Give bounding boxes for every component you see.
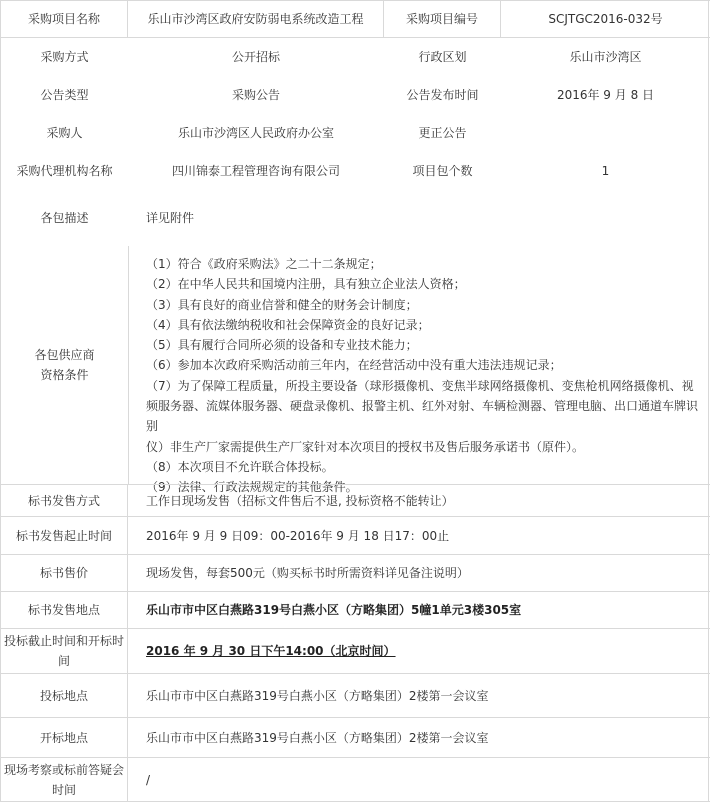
value-sale-period: 2016年 9 月 9 日09：00-2016年 9 月 18 日17：00止 — [128, 516, 710, 554]
label-site-visit-line2: 时间 — [51, 782, 76, 797]
label-region: 行政区划 — [418, 50, 467, 64]
row-notice-type — [1, 76, 710, 114]
row-sale-location — [1, 591, 710, 628]
label-buyer: 采购人 — [46, 126, 83, 140]
row-sale-method — [1, 484, 710, 516]
row-open-location — [1, 717, 710, 757]
row-package-desc — [1, 190, 710, 246]
value-deadline-text: 2016 年 9 月 30 日下午14:00（北京时间） — [146, 644, 396, 658]
row-price — [1, 554, 710, 591]
label-agency: 采购代理机构名称 — [16, 164, 113, 178]
value-region: 乐山市沙湾区 — [569, 50, 642, 64]
label-open-location: 开标地点 — [1, 717, 128, 757]
value-package-count: 1 — [601, 164, 610, 178]
label-site-visit-line1: 现场考察或标前答疑会 — [3, 762, 124, 777]
qualification-item: 仪）非生产厂家需提供生产厂家针对本次项目的授权书及售后服务承诺书（原件）。 — [146, 439, 585, 454]
qualification-item: （2）在中华人民共和国境内注册，具有独立企业法人资格； — [146, 277, 466, 292]
qualification-item: （1）符合《政府采购法》之二十二条规定； — [146, 257, 382, 271]
qualification-item: （9）法律、行政法规规定的其他条件。 — [146, 480, 358, 495]
row-deadline — [1, 628, 710, 673]
qualification-item: （4）具有依法缴纳税收和社会保障资金的良好记录； — [146, 317, 430, 332]
qualifications-list — [146, 254, 706, 498]
value-publish-time: 2016年 9 月 8 日 — [556, 88, 655, 102]
qualification-item: （3）具有良好的商业信誉和健全的财务会计制度； — [146, 297, 418, 312]
value-method: 公开招标 — [231, 50, 280, 64]
qualification-item: （6）参加本次政府采购活动前三年内，在经营活动中没有重大违法违规记录； — [146, 358, 562, 373]
row-site-visit — [1, 757, 710, 802]
label-qualifications-line2: 资格条件 — [40, 368, 89, 382]
label-sale-method: 标书发售方式 — [1, 484, 128, 516]
row-agency — [1, 152, 710, 190]
label-qualifications — [1, 246, 128, 484]
label-price: 标书售价 — [1, 554, 128, 591]
label-qualifications-line1: 各包供应商 — [34, 348, 95, 362]
label-deadline — [1, 628, 128, 673]
row-sale-period — [1, 516, 710, 554]
qualification-item: （5）具有履行合同所必须的设备和专业技术能力； — [146, 338, 418, 353]
label-package-desc: 各包描述 — [40, 211, 89, 225]
value-correction-notice — [501, 114, 710, 152]
label-correction-notice: 更正公告 — [418, 126, 467, 140]
value-project-number: SCJTGC2016-032号 — [501, 0, 710, 38]
row-method — [1, 38, 710, 76]
row-bid-location — [1, 673, 710, 717]
qualification-item: （8）本次项目不允许联合体投标。 — [146, 459, 334, 474]
value-site-visit: / — [128, 757, 710, 802]
label-notice-type: 公告类型 — [40, 88, 89, 102]
row-buyer — [1, 114, 710, 152]
value-sale-method: 工作日现场发售（招标文件售后不退, 投标资格不能转让） — [128, 484, 710, 516]
row-project-name — [1, 0, 710, 38]
value-open-location: 乐山市市中区白燕路319号白燕小区（方略集团）2楼第一会议室 — [128, 717, 710, 757]
label-deadline-line2: 间 — [57, 654, 70, 668]
label-method: 采购方式 — [40, 50, 89, 64]
value-buyer: 乐山市沙湾区人民政府办公室 — [177, 126, 334, 140]
label-sale-location: 标书发售地点 — [1, 591, 128, 628]
value-project-name: 乐山市沙湾区政府安防弱电系统改造工程 — [128, 0, 384, 38]
label-project-number: 采购项目编号 — [384, 0, 501, 38]
label-bid-location: 投标地点 — [1, 673, 128, 717]
qualification-item: 频服务器、流媒体服务器、硬盘录像机、报警主机、红外对射、车辆检测器、管理电脑、出口通道车牌识别 — [146, 399, 699, 434]
label-publish-time: 公告发布时间 — [406, 88, 479, 102]
label-site-visit — [1, 757, 128, 802]
label-package-count: 项目包个数 — [412, 164, 473, 178]
value-sale-location: 乐山市市中区白燕路319号白燕小区（方略集团）5幢1单元3楼305室 — [128, 591, 710, 628]
value-deadline — [128, 628, 710, 673]
value-package-desc: 详见附件 — [146, 211, 195, 225]
value-bid-location: 乐山市市中区白燕路319号白燕小区（方略集团）2楼第一会议室 — [128, 673, 710, 717]
value-notice-type: 采购公告 — [231, 88, 280, 102]
value-price: 现场发售，每套500元（购买标书时所需资料详见备注说明） — [128, 554, 710, 591]
qualifications-divider — [128, 246, 129, 484]
row-qualifications — [1, 246, 710, 495]
label-deadline-line1: 投标截止时间和开标时 — [3, 634, 124, 648]
qualification-item: （7）为了保障工程质量，所投主要设备（球形摄像机、变焦半球网络摄像机、变焦枪机网络摄像机、视 — [146, 378, 694, 393]
value-agency: 四川锦泰工程管理咨询有限公司 — [171, 164, 340, 178]
label-sale-period: 标书发售起止时间 — [1, 516, 128, 554]
label-project-name: 采购项目名称 — [1, 0, 128, 38]
